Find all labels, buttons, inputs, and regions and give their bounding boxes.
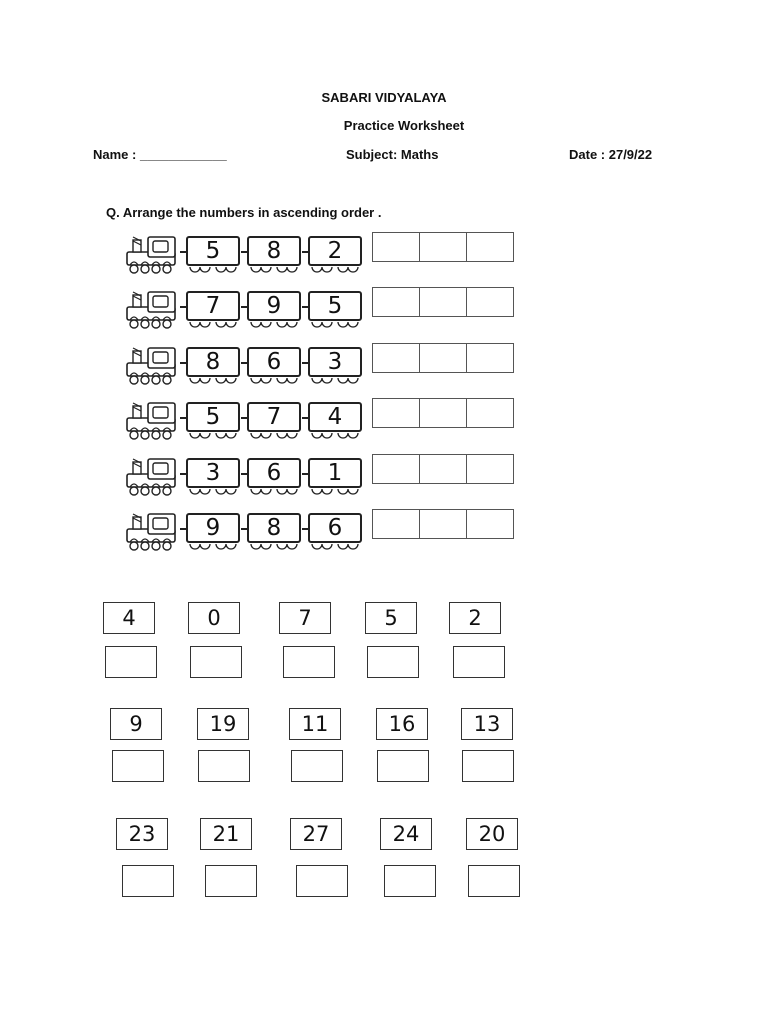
answer-box[interactable] xyxy=(419,398,467,428)
number-box: 16 xyxy=(376,708,428,740)
number-box: 21 xyxy=(200,818,252,850)
number-box: 11 xyxy=(289,708,341,740)
number-box: 9 xyxy=(110,708,162,740)
worksheet-title-text: Practice Worksheet xyxy=(343,118,465,133)
wagon-number: 3 xyxy=(308,347,362,377)
blank-answer-box[interactable] xyxy=(190,646,242,678)
school-name-text: SABARI VIDYALAYA xyxy=(321,90,447,105)
wagon-wheels-icon xyxy=(308,540,362,549)
wagon-wheels-icon xyxy=(186,540,240,549)
school-name xyxy=(0,90,768,105)
wagon-wheels-icon xyxy=(186,263,240,272)
number-box: 5 xyxy=(365,602,417,634)
answer-box[interactable] xyxy=(466,509,514,539)
wagon-wheels-icon xyxy=(247,318,301,327)
wagon-wheels-icon xyxy=(247,429,301,438)
wagon-number: 1 xyxy=(308,458,362,488)
wagon-number: 2 xyxy=(308,236,362,266)
answer-box[interactable] xyxy=(466,287,514,317)
train-engine-icon xyxy=(124,398,182,442)
answer-box[interactable] xyxy=(466,343,514,373)
wagon-number: 7 xyxy=(247,402,301,432)
wagon-number: 8 xyxy=(186,347,240,377)
train-row xyxy=(124,232,524,276)
wagon-number: 6 xyxy=(308,513,362,543)
blank-answer-box[interactable] xyxy=(296,865,348,897)
number-box: 4 xyxy=(103,602,155,634)
wagon-wheels-icon xyxy=(247,540,301,549)
blank-answer-box[interactable] xyxy=(367,646,419,678)
train-row xyxy=(124,287,524,331)
train-engine-icon xyxy=(124,232,182,276)
train-engine-icon xyxy=(124,454,182,498)
blank-answer-box[interactable] xyxy=(205,865,257,897)
wagon-number: 5 xyxy=(308,291,362,321)
subject-label: Subject: Maths xyxy=(346,147,439,162)
train-engine-icon xyxy=(124,343,182,387)
answer-box[interactable] xyxy=(419,287,467,317)
blank-answer-box[interactable] xyxy=(198,750,250,782)
answer-box[interactable] xyxy=(466,398,514,428)
number-box: 23 xyxy=(116,818,168,850)
wagon-wheels-icon xyxy=(186,485,240,494)
wagon-wheels-icon xyxy=(308,318,362,327)
wagon-number: 8 xyxy=(247,236,301,266)
number-box: 0 xyxy=(188,602,240,634)
wagon-number: 5 xyxy=(186,402,240,432)
blank-answer-box[interactable] xyxy=(291,750,343,782)
number-box: 13 xyxy=(461,708,513,740)
number-box: 7 xyxy=(279,602,331,634)
number-box: 20 xyxy=(466,818,518,850)
train-row xyxy=(124,343,524,387)
number-box: 27 xyxy=(290,818,342,850)
answer-box[interactable] xyxy=(466,454,514,484)
train-engine-icon xyxy=(124,287,182,331)
answer-box[interactable] xyxy=(419,343,467,373)
blank-answer-box[interactable] xyxy=(462,750,514,782)
blank-answer-box[interactable] xyxy=(468,865,520,897)
wagon-number: 6 xyxy=(247,347,301,377)
answer-box[interactable] xyxy=(419,509,467,539)
wagon-wheels-icon xyxy=(247,485,301,494)
blank-answer-box[interactable] xyxy=(283,646,335,678)
wagon-number: 9 xyxy=(186,513,240,543)
wagon-wheels-icon xyxy=(308,263,362,272)
wagon-wheels-icon xyxy=(247,263,301,272)
blank-answer-box[interactable] xyxy=(377,750,429,782)
number-box: 24 xyxy=(380,818,432,850)
blank-answer-box[interactable] xyxy=(122,865,174,897)
blank-answer-box[interactable] xyxy=(384,865,436,897)
train-engine-icon xyxy=(124,509,182,553)
name-label: Name : ____________ xyxy=(93,147,227,162)
wagon-number: 3 xyxy=(186,458,240,488)
date-label: Date : 27/9/22 xyxy=(569,147,653,162)
train-row xyxy=(124,509,524,553)
blank-answer-box[interactable] xyxy=(112,750,164,782)
wagon-number: 7 xyxy=(186,291,240,321)
wagon-wheels-icon xyxy=(186,318,240,327)
blank-answer-box[interactable] xyxy=(453,646,505,678)
answer-box[interactable] xyxy=(372,343,420,373)
wagon-number: 6 xyxy=(247,458,301,488)
answer-box[interactable] xyxy=(372,398,420,428)
answer-box[interactable] xyxy=(466,232,514,262)
answer-box[interactable] xyxy=(419,454,467,484)
answer-box[interactable] xyxy=(372,509,420,539)
answer-box[interactable] xyxy=(419,232,467,262)
question-text: Q. Arrange the numbers in ascending order . xyxy=(106,205,382,220)
blank-answer-box[interactable] xyxy=(105,646,157,678)
number-box: 2 xyxy=(449,602,501,634)
wagon-wheels-icon xyxy=(186,429,240,438)
answer-box[interactable] xyxy=(372,232,420,262)
wagon-wheels-icon xyxy=(308,429,362,438)
wagon-wheels-icon xyxy=(308,485,362,494)
wagon-number: 9 xyxy=(247,291,301,321)
answer-box[interactable] xyxy=(372,287,420,317)
wagon-number: 5 xyxy=(186,236,240,266)
wagon-wheels-icon xyxy=(308,374,362,383)
train-row xyxy=(124,454,524,498)
wagon-wheels-icon xyxy=(186,374,240,383)
wagon-wheels-icon xyxy=(247,374,301,383)
worksheet-title xyxy=(0,118,768,133)
answer-box[interactable] xyxy=(372,454,420,484)
number-box: 19 xyxy=(197,708,249,740)
wagon-number: 8 xyxy=(247,513,301,543)
wagon-number: 4 xyxy=(308,402,362,432)
train-row xyxy=(124,398,524,442)
